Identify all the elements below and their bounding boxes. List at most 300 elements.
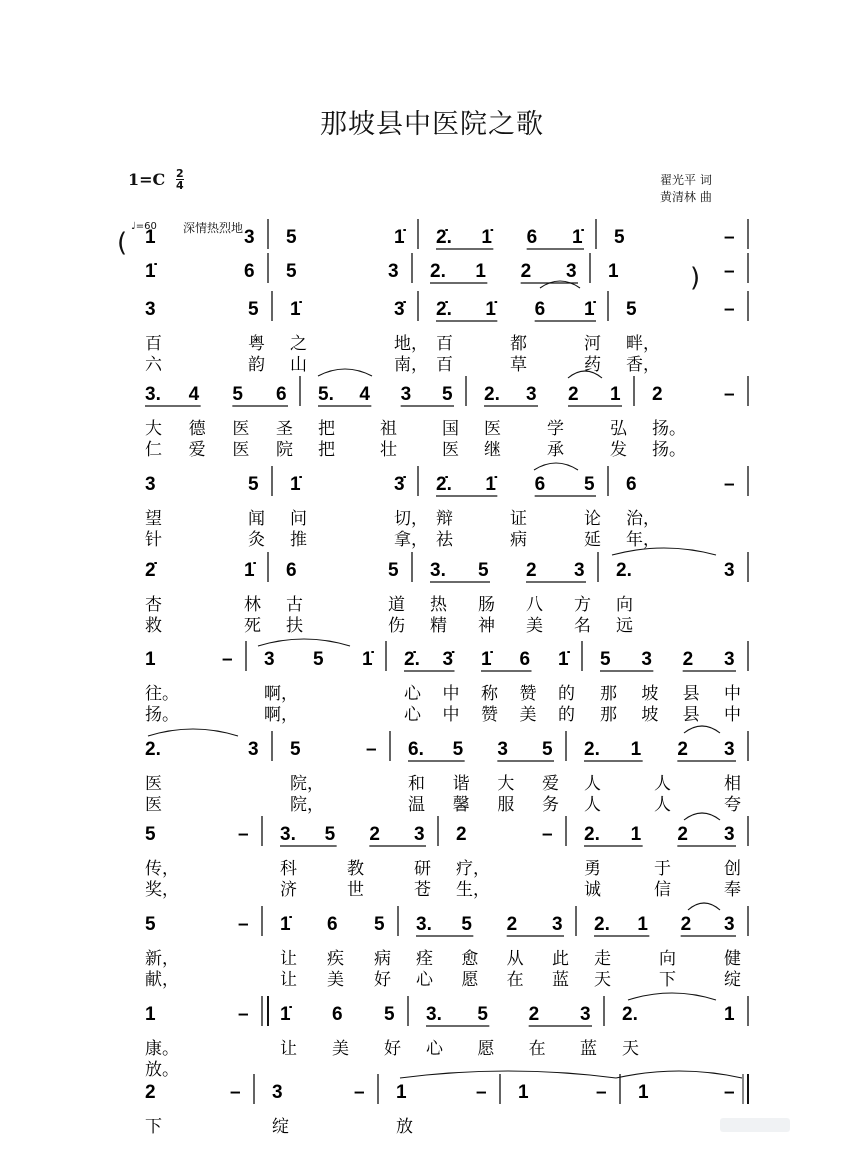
lyric-verse2: 南，	[394, 355, 428, 375]
note: 1̇	[280, 1004, 291, 1025]
note: 2.	[584, 824, 600, 845]
note: 1̇	[145, 261, 156, 282]
note: –	[724, 299, 735, 320]
note: 1	[145, 1004, 156, 1025]
lyric-verse2: 下	[659, 970, 676, 990]
lyric-verse2: 精	[430, 616, 447, 636]
lyric-verse2: 世	[347, 880, 364, 900]
note: 1̇	[394, 227, 405, 248]
note: 3	[264, 649, 275, 670]
lyric-verse1: 中	[442, 684, 460, 704]
note: 3.	[145, 384, 161, 405]
note: 1̇	[558, 649, 569, 670]
lyric-verse2: 把	[318, 440, 335, 460]
note: 1̇	[362, 649, 373, 670]
lyric-verse2: 院，	[290, 795, 324, 815]
note: 1	[145, 649, 156, 670]
lyric-verse1: 院，	[290, 774, 324, 794]
note: 3.	[430, 560, 446, 581]
lyric-verse1: 疾	[327, 949, 344, 969]
lyric-verse2: 奉	[724, 880, 741, 900]
note: 1̇	[485, 474, 496, 495]
note: –	[230, 1082, 241, 1103]
note: 2	[526, 560, 537, 581]
song-title: 那坡县中医院之歌	[320, 109, 544, 140]
lyric-verse2: 绽	[724, 970, 741, 990]
lyric-verse1: 心	[404, 684, 421, 704]
lyric-verse2: 那	[600, 705, 617, 725]
note: 3	[641, 649, 652, 670]
note: 6	[276, 384, 287, 405]
lyric-verse1: 痊	[416, 949, 433, 969]
lyric-verse1: 粤	[248, 334, 265, 354]
note: 2.	[484, 384, 500, 405]
lyric-verse1: 大	[497, 774, 515, 794]
lyric-verse1: 闻	[248, 509, 265, 529]
note: 2̇.	[436, 474, 452, 495]
note: 5	[600, 649, 611, 670]
note: 5	[286, 261, 297, 282]
note: 5	[478, 560, 489, 581]
lyric-verse2: 县	[682, 705, 700, 725]
lyric-verse2: 六	[145, 355, 162, 375]
note: 3.	[280, 824, 296, 845]
lyric-verse1: 问	[290, 509, 307, 529]
note: –	[476, 1082, 487, 1103]
note: 3	[244, 227, 255, 248]
slur	[258, 639, 350, 646]
lyric-verse2: 苍	[414, 880, 431, 900]
lyric-verse1: 爱	[542, 774, 559, 794]
lyric-verse2: 务	[542, 795, 559, 815]
lyric-verse1: 都	[510, 334, 527, 354]
lyric-verse1: 论	[584, 509, 601, 529]
lyric-verse1: 康。	[145, 1039, 179, 1059]
lyric-verse2: 的	[558, 705, 575, 725]
note: 2	[528, 1004, 540, 1025]
lyric-verse2: 心	[416, 970, 433, 990]
lyric-verse2: 院	[276, 440, 293, 460]
note: 1̇	[485, 299, 496, 320]
lyric-verse1: 德	[188, 419, 206, 439]
lyric-verse2: 心	[404, 705, 421, 725]
note: 1	[630, 824, 642, 845]
lyric-verse2: 承	[547, 440, 564, 460]
note: 6	[626, 474, 637, 495]
lyric-verse2: 灸	[248, 530, 265, 550]
lyric-verse1: 百	[145, 334, 162, 354]
note: –	[724, 474, 735, 495]
lyric-verse1: 祖	[380, 419, 397, 439]
time-signature-top: 2	[176, 167, 184, 180]
lyric-verse2: 年，	[626, 530, 660, 550]
lyric-verse2: 扬。	[145, 705, 179, 725]
lyric-verse2: 救	[145, 616, 162, 636]
lyric-verse1: 勇	[584, 859, 601, 879]
lyric-verse1: 百	[436, 334, 453, 354]
lyric-verse1: 赞	[519, 684, 537, 704]
lyric-verse1: 热	[430, 595, 447, 615]
lyric-verse2: 夸	[724, 795, 741, 815]
note: 2	[677, 824, 688, 845]
slur	[148, 729, 238, 736]
lyric-verse2: 济	[280, 880, 297, 900]
note: 2̇	[145, 560, 156, 581]
slur	[688, 903, 720, 910]
lyric-verse1: 医	[232, 419, 250, 439]
lyric-verse2: 壮	[380, 440, 397, 460]
lyric-verse2: 祛	[436, 530, 453, 550]
note: 5	[248, 474, 259, 495]
lyric-verse1: 此	[552, 949, 569, 969]
slur	[684, 726, 720, 733]
lyric-verse1: 证	[510, 509, 527, 529]
note: 6.	[408, 739, 424, 760]
lyric-verse1: 学	[547, 419, 564, 439]
note: 2	[677, 739, 688, 760]
lyric-verse2: 死	[244, 616, 261, 636]
lyric-verse1: 河	[584, 334, 601, 354]
note: 5	[388, 560, 399, 581]
note: 3̇	[394, 474, 405, 495]
note: 1	[396, 1082, 407, 1103]
lyric-verse1: 县	[682, 684, 700, 704]
note: 3	[724, 560, 735, 581]
note: 3	[145, 299, 156, 320]
note: 3	[400, 384, 412, 405]
lyric-verse2: 中	[442, 705, 460, 725]
note: –	[724, 1082, 735, 1103]
lyric-verse1: 向	[659, 949, 676, 969]
note: 5	[313, 649, 324, 670]
slur	[534, 463, 578, 470]
note: 5	[461, 914, 472, 935]
note: 2̇.	[436, 299, 452, 320]
note: 5	[626, 299, 637, 320]
lyric-verse2: 好	[374, 970, 391, 990]
slur	[400, 1071, 616, 1078]
lyric-verse2: 远	[616, 616, 633, 636]
note: –	[724, 261, 735, 282]
lyric-verse1: 心	[426, 1039, 443, 1059]
note: 1̇	[481, 227, 492, 248]
note: 4	[188, 384, 200, 405]
note: 3̇	[394, 299, 405, 320]
note: 6	[519, 649, 531, 670]
lyric-verse1: 研	[414, 859, 431, 879]
note: 1̇	[244, 560, 255, 581]
note: 2	[520, 261, 532, 282]
lyric-verse1: 放	[396, 1117, 413, 1137]
note: 3	[724, 649, 735, 670]
time-signature-bottom: 4	[176, 179, 184, 192]
note: 5	[374, 914, 385, 935]
note: 3	[526, 384, 537, 405]
lyric-verse2: 美	[526, 616, 543, 636]
note: 1	[475, 261, 486, 282]
note: 2	[456, 824, 467, 845]
note: 5	[452, 739, 464, 760]
note: 4	[359, 384, 370, 405]
lyric-verse2: 医	[145, 795, 162, 815]
lyric-verse2: 病	[510, 530, 527, 550]
lyric-verse2: 伤	[388, 616, 405, 636]
lyric-verse1: 称	[481, 684, 498, 704]
lyric-verse2: 愿	[461, 970, 479, 990]
note: 1	[145, 227, 156, 248]
lyric-verse2: 人	[654, 795, 671, 815]
lyric-verse1: 地，	[394, 334, 428, 354]
note: 1	[724, 1004, 735, 1025]
note: 6	[534, 474, 546, 495]
note: 3	[552, 914, 563, 935]
lyric-verse1: 道	[388, 595, 405, 615]
note: 3	[414, 824, 425, 845]
lyric-verse1: 和	[408, 774, 425, 794]
note: 3.	[426, 1004, 442, 1025]
lyric-verse1: 美	[332, 1039, 349, 1059]
note: 2̇.	[404, 649, 420, 670]
slur	[540, 281, 580, 288]
note: –	[542, 824, 553, 845]
lyric-verse1: 走	[594, 949, 611, 969]
note: 2	[369, 824, 380, 845]
note: 3	[724, 824, 735, 845]
lyric-verse2: 针	[145, 530, 162, 550]
note: 2	[145, 1082, 156, 1103]
lyric-verse2: 信	[654, 880, 671, 900]
note: 1	[630, 739, 642, 760]
lyric-verse1: 疗，	[456, 859, 490, 879]
slur	[616, 1071, 742, 1078]
note: 5.	[318, 384, 334, 405]
intro-paren-open: (	[117, 228, 128, 258]
note: 5	[384, 1004, 395, 1025]
note: 5	[477, 1004, 488, 1025]
note: –	[238, 1004, 249, 1025]
note: 1	[518, 1082, 529, 1103]
lyric-verse1: 天	[622, 1039, 639, 1059]
lyric-verse2: 仁	[145, 440, 162, 460]
lyric-verse2: 献，	[145, 970, 179, 990]
lyric-verse2: 美	[519, 705, 537, 725]
note: –	[222, 649, 233, 670]
lyric-verse1: 八	[526, 595, 543, 615]
note: –	[596, 1082, 607, 1103]
lyric-verse1: 健	[724, 949, 741, 969]
slur	[684, 813, 720, 820]
note: –	[354, 1082, 365, 1103]
lyric-verse1: 愈	[461, 949, 479, 969]
lyric-verse1: 国	[442, 419, 459, 439]
lyric-verse2: 啊，	[264, 705, 298, 725]
lyric-verse1: 畔，	[626, 334, 660, 354]
lyric-verse1: 科	[280, 859, 297, 879]
note: 3	[724, 914, 735, 935]
lyric-verse2: 爱	[188, 440, 206, 460]
lyric-verse1: 治，	[626, 509, 660, 529]
lyric-verse2: 山	[290, 355, 307, 375]
lyric-verse1: 方	[574, 595, 591, 615]
lyric-verse1: 让	[280, 949, 297, 969]
lyric-verse1: 从	[506, 949, 524, 969]
note: 5	[248, 299, 259, 320]
lyric-verse1: 谐	[452, 774, 470, 794]
lyric-verse1: 肠	[478, 595, 495, 615]
composer: 黄清林 曲	[660, 190, 712, 204]
lyric-verse1: 下	[145, 1117, 162, 1137]
lyric-verse1: 蓝	[580, 1039, 597, 1059]
note: 5	[290, 739, 301, 760]
note: 6	[526, 227, 538, 248]
lyric-verse1: 大	[145, 419, 162, 439]
lyric-verse2: 生，	[456, 880, 490, 900]
note: 1̇	[584, 299, 595, 320]
note: 2.	[145, 739, 161, 760]
lyric-verse1: 弘	[610, 419, 627, 439]
lyric-verse1: 望	[145, 509, 162, 529]
note: 2.	[594, 914, 610, 935]
lyric-verse1: 好	[384, 1039, 401, 1059]
lyric-verse1: 医	[484, 419, 501, 439]
lyric-verse2: 药	[584, 355, 601, 375]
note: 6	[327, 914, 338, 935]
intro-paren-close: )	[690, 263, 701, 293]
note: 2̇.	[436, 227, 452, 248]
note: 5	[324, 824, 336, 845]
lyric-verse2: 人	[584, 795, 601, 815]
note: 3̇	[442, 649, 454, 670]
lyric-verse1: 教	[347, 859, 364, 879]
lyric-verse1: 人	[584, 774, 601, 794]
lyric-verse2: 让	[280, 970, 297, 990]
note: 3	[724, 739, 735, 760]
note: –	[724, 384, 735, 405]
lyric-verse2: 天	[594, 970, 611, 990]
note: 1̇	[572, 227, 583, 248]
note: 1	[610, 384, 621, 405]
lyric-verse1: 创	[724, 859, 741, 879]
lyric-verse2: 百	[436, 355, 453, 375]
lyricist: 翟光平 词	[660, 173, 712, 187]
lyric-verse2: 拿，	[394, 530, 428, 550]
note: 2	[682, 649, 694, 670]
note: 2	[680, 914, 692, 935]
lyric-verse2: 韵	[248, 355, 265, 375]
note: 2	[506, 914, 518, 935]
lyric-verse1: 那	[600, 684, 617, 704]
note: 6	[286, 560, 297, 581]
lyric-verse2: 赞	[481, 705, 498, 725]
lyric-verse2: 香，	[626, 355, 660, 375]
lyric-verse2: 延	[584, 530, 601, 550]
lyric-verse1: 病	[374, 949, 391, 969]
lyric-verse2: 美	[327, 970, 344, 990]
lyric-verse1: 相	[724, 774, 741, 794]
note: 3	[248, 739, 259, 760]
lyric-verse2: 诚	[584, 880, 601, 900]
lyric-verse1: 绽	[272, 1117, 289, 1137]
lyric-verse1: 向	[616, 595, 633, 615]
lyric-verse1: 传，	[145, 859, 179, 879]
note: 2.	[622, 1004, 638, 1025]
note: 3	[566, 261, 577, 282]
lyric-verse2: 医	[442, 440, 459, 460]
lyric-verse1: 之	[290, 334, 307, 354]
lyric-verse1: 于	[654, 859, 671, 879]
expression-marking: 深情热烈地	[183, 221, 244, 235]
lyric-verse2: 扬。	[652, 440, 686, 460]
note: 5	[442, 384, 453, 405]
note: 5	[145, 914, 156, 935]
note: 5	[232, 384, 243, 405]
lyric-verse2: 推	[290, 530, 307, 550]
lyric-verse2: 神	[478, 616, 495, 636]
lyric-verse2: 名	[574, 616, 591, 636]
lyric-verse1: 杏	[145, 595, 162, 615]
note: 2	[568, 384, 579, 405]
note: 1̇	[290, 474, 301, 495]
lyric-verse2: 放。	[145, 1060, 179, 1080]
lyric-verse1: 辩	[436, 509, 453, 529]
note: –	[238, 914, 249, 935]
note: 1	[608, 261, 619, 282]
note: 3	[574, 560, 585, 581]
lyric-verse1: 中	[724, 684, 741, 704]
note: 3	[497, 739, 508, 760]
slur	[628, 993, 716, 1000]
note: 5	[542, 739, 553, 760]
note: 5	[145, 824, 156, 845]
note: 3	[580, 1004, 591, 1025]
note: 6	[332, 1004, 343, 1025]
lyric-verse1: 的	[558, 684, 575, 704]
lyric-verse1: 坡	[641, 684, 659, 704]
lyric-verse2: 馨	[452, 795, 470, 815]
slur	[318, 369, 372, 376]
lyric-verse1: 把	[318, 419, 335, 439]
lyric-verse2: 中	[724, 705, 741, 725]
lyric-verse2: 温	[408, 795, 425, 815]
watermark	[720, 1118, 790, 1132]
note: 1̇	[481, 649, 492, 670]
note: 2.	[584, 739, 600, 760]
lyric-verse2: 在	[506, 970, 524, 990]
note: 2	[652, 384, 663, 405]
note: 1̇	[280, 914, 291, 935]
note: –	[366, 739, 377, 760]
lyric-verse2: 坡	[641, 705, 659, 725]
note: 3	[388, 261, 399, 282]
lyric-verse2: 草	[510, 355, 527, 375]
note: 3	[145, 474, 156, 495]
lyric-verse1: 人	[654, 774, 671, 794]
lyric-verse1: 医	[145, 774, 162, 794]
lyric-verse2: 服	[497, 795, 515, 815]
note: 5	[584, 474, 595, 495]
note: 1	[637, 914, 648, 935]
lyric-verse1: 扬。	[652, 419, 686, 439]
lyric-verse2: 医	[232, 440, 250, 460]
note: 5	[286, 227, 297, 248]
lyric-verse1: 愿	[477, 1039, 495, 1059]
key-signature: 1=C	[128, 170, 166, 189]
note: 1̇	[290, 299, 301, 320]
lyric-verse2: 蓝	[552, 970, 569, 990]
lyric-verse1: 古	[286, 595, 303, 615]
note: 2.	[430, 261, 446, 282]
note: –	[724, 227, 735, 248]
